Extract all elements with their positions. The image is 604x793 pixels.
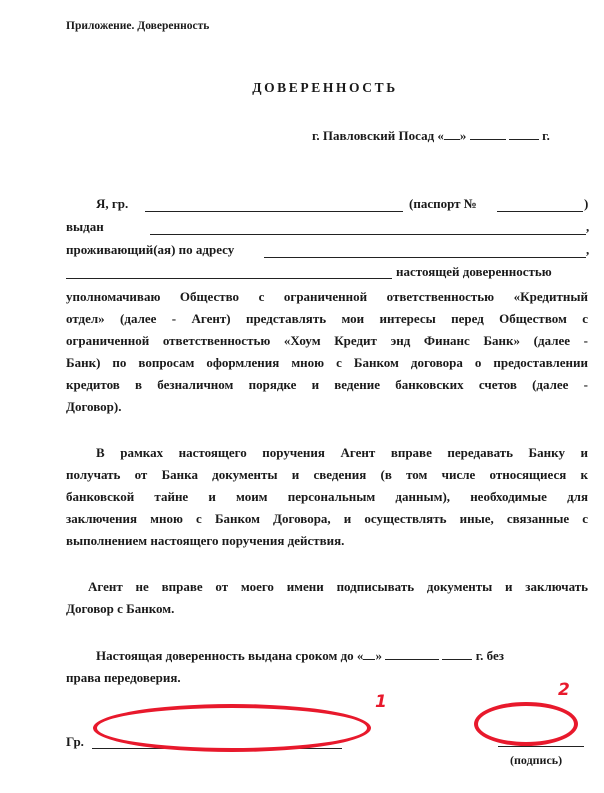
citizen-signature-label: Гр. bbox=[66, 734, 84, 749]
validity-suffix: г. без bbox=[475, 648, 504, 663]
document-header-note: Приложение. Доверенность bbox=[66, 20, 210, 32]
validity-prefix: Настоящая доверенность выдана сроком до « bbox=[96, 648, 364, 663]
paragraph-line: В рамках настоящего поручения Агент вправе передавать Банку и bbox=[96, 445, 588, 460]
signature-caption: (подпись) bbox=[510, 753, 563, 767]
issued-by-field[interactable] bbox=[150, 234, 586, 235]
validity-close-quote: » bbox=[375, 648, 382, 663]
validity-line bbox=[96, 648, 504, 664]
highlight-ellipse-signature bbox=[474, 702, 578, 746]
paragraph-line: ограниченной ответственностью «Хоум Кредит энд Финанс Банк» (далее - bbox=[66, 333, 588, 348]
paragraph-line: Агент не вправе от моего имени подписывать документы и заключать bbox=[88, 579, 588, 594]
paragraph-line: Банк) по вопросам оформления мною с Банком договора о предоставлении bbox=[66, 355, 588, 370]
day-field[interactable] bbox=[444, 128, 460, 140]
open-quote: « bbox=[437, 128, 444, 143]
address-continuation-field[interactable] bbox=[66, 278, 392, 279]
month-field[interactable] bbox=[470, 128, 506, 140]
document-title: ДОВЕРЕННОСТЬ bbox=[252, 80, 398, 95]
address-field[interactable] bbox=[264, 257, 586, 258]
signature-line[interactable] bbox=[498, 746, 584, 747]
annotation-number-1: 1 bbox=[375, 692, 387, 712]
year-field[interactable] bbox=[509, 128, 539, 140]
paragraph-line: выполнением настоящего поручения действия. bbox=[66, 533, 345, 548]
by-this-label: настоящей доверенностью bbox=[396, 264, 552, 279]
paragraph-line: Договор). bbox=[66, 399, 122, 414]
citizen-name-field[interactable] bbox=[145, 211, 403, 212]
paragraph-authorization bbox=[66, 286, 588, 418]
paragraph-line: Договор с Банком. bbox=[66, 601, 175, 616]
paragraph-agent-rights bbox=[66, 442, 588, 552]
passport-close: ) bbox=[584, 196, 589, 211]
year-suffix: г. bbox=[542, 128, 550, 143]
validity-no-delegation: права передоверия. bbox=[66, 670, 181, 685]
issued-label: выдан bbox=[66, 219, 104, 234]
address-label: проживающий(ая) по адресу bbox=[66, 242, 235, 257]
place-date-line bbox=[312, 128, 550, 144]
citizen-label: Я, гр. bbox=[96, 196, 129, 211]
comma-1: , bbox=[586, 219, 590, 234]
paragraph-line: уполномачиваю Общество с ограниченной ответственностью «Кредитный bbox=[66, 289, 588, 304]
passport-label: (паспорт № bbox=[409, 196, 477, 211]
validity-day-field[interactable] bbox=[363, 648, 375, 660]
paragraph-line: заключения мною с Банком Договора, и осуществлять иные, связанные с bbox=[66, 511, 588, 526]
validity-month-field[interactable] bbox=[385, 648, 439, 660]
paragraph-line: кредитов в безналичном порядке и ведение банковских счетов (далее - bbox=[66, 377, 588, 392]
comma-2: , bbox=[586, 242, 590, 257]
passport-number-field[interactable] bbox=[497, 211, 583, 212]
paragraph-agent-restrictions bbox=[66, 576, 588, 620]
paragraph-line: отдел» (далее - Агент) представлять мои интересы перед Обществом с bbox=[66, 311, 588, 326]
highlight-ellipse-name bbox=[93, 704, 371, 752]
city-name: г. Павловский Посад bbox=[312, 128, 435, 143]
close-quote: » bbox=[459, 128, 467, 143]
paragraph-line: банковской тайне и моим персональным данным), необходимые для bbox=[66, 489, 588, 504]
validity-year-field[interactable] bbox=[442, 648, 472, 660]
annotation-number-2: 2 bbox=[558, 680, 570, 700]
paragraph-line: получать от Банка документы и сведения (в том числе относящиеся к bbox=[66, 467, 588, 482]
